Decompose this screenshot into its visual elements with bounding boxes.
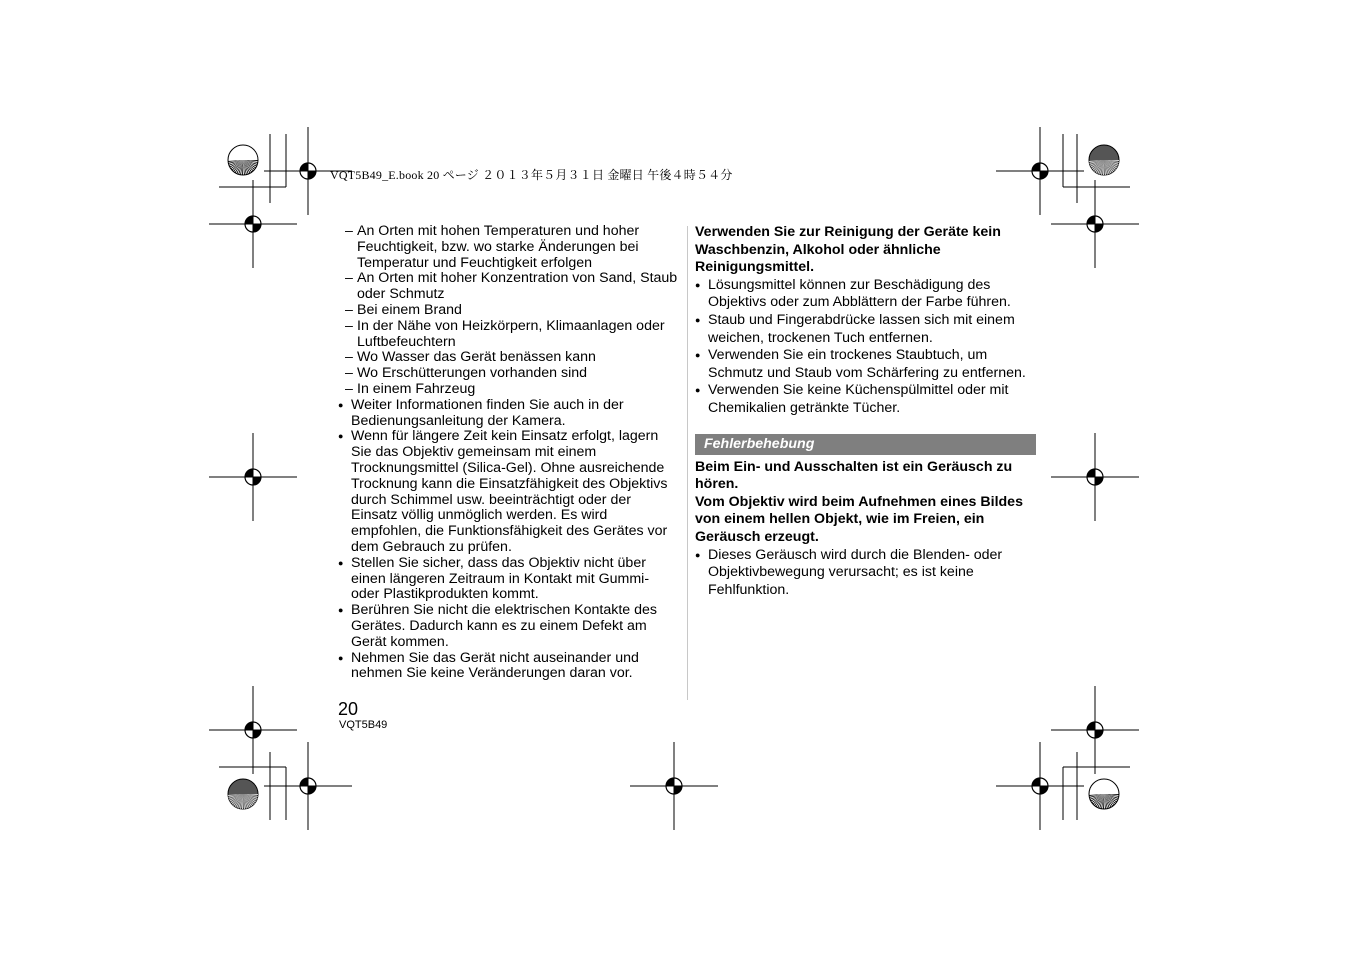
- registration-mark: [630, 742, 718, 830]
- bullet-item: ● Lösungsmittel können zur Beschädigung des Objektivs oder zum Abblättern der Farbe führen.: [695, 277, 1040, 312]
- registration-mark: [209, 180, 297, 268]
- dash-item: – Wo Erschütterungen vorhanden sind: [338, 366, 680, 382]
- star-target-mark: [228, 145, 258, 175]
- bullet-item: ● Stellen Sie sicher, dass das Objektiv nicht über einen längeren Zeitraum in Kontakt mit Gummi- oder Plastikprodukten kommt.: [338, 556, 680, 603]
- dash-item: – In einem Fahrzeug: [338, 382, 680, 398]
- bullet-item: ● Wenn für längere Zeit kein Einsatz erfolgt, lagern Sie das Objektiv gemeinsam mit einem Trocknungsmittel (Silica-Gel). Ohne ausreichende Trocknung kann die Einsatzfähigkeit des Objektivs durch Schimmel usw. beeinträchtigt oder der Einsatz völlig unmöglich werden. Es wird empfohlen, die Funktionsfähigkeit des Gerätes vor dem Gebrauch zu prüfen.: [338, 429, 680, 555]
- print-header: VQT5B49_E.book 20 ページ ２０１３年５月３１日 金曜日 午後４時５４分: [330, 168, 733, 182]
- trouble-heading: Beim Ein- und Ausschalten ist ein Geräusch zu hören.: [695, 458, 1013, 493]
- registration-mark: [209, 686, 297, 774]
- registration-mark: [996, 742, 1084, 830]
- dash-item: – In der Nähe von Heizkörpern, Klimaanlagen oder Luftbefeuchtern: [338, 319, 680, 351]
- registration-mark: [1051, 433, 1139, 521]
- bullet-item: ● Verwenden Sie ein trockenes Staubtuch, um Schmutz und Staub vom Schärfering zu entfernen.: [695, 347, 1040, 382]
- left-column: [338, 224, 680, 682]
- star-target-mark: [1089, 145, 1119, 175]
- column-divider: [687, 226, 688, 700]
- bullet-item: ● Dieses Geräusch wird durch die Blenden- oder Objektivbewegung verursacht; es ist keine Fehlfunktion.: [695, 547, 1040, 600]
- bullet-item: ● Berühren Sie nicht die elektrischen Kontakte des Gerätes. Dadurch kann es zu einem Defekt am Gerät kommen.: [338, 603, 680, 650]
- registration-mark: [209, 433, 297, 521]
- dash-item: – Wo Wasser das Gerät benässen kann: [338, 350, 680, 366]
- dash-item: – An Orten mit hohen Temperaturen und hoher Feuchtigkeit, bzw. wo starke Änderungen bei Temperatur und Feuchtigkeit erfolgen: [338, 224, 680, 271]
- bullet-item: ● Weiter Informationen finden Sie auch in der Bedienungsanleitung der Kamera.: [338, 398, 680, 430]
- registration-mark: [264, 742, 352, 830]
- registration-mark: [996, 127, 1084, 215]
- registration-mark: [1051, 180, 1139, 268]
- model-code: VQT5B49: [339, 719, 388, 731]
- right-column: [695, 224, 1040, 599]
- star-target-mark: [228, 779, 258, 809]
- cleaning-heading: Verwenden Sie zur Reinigung der Geräte kein Waschbenzin, Alkohol oder ähnliche Reinigungsmittel.: [695, 224, 1001, 276]
- page-number: 20: [338, 699, 359, 719]
- section-title-bar: Fehlerbehebung: [695, 434, 1036, 455]
- star-target-mark: [1089, 779, 1119, 809]
- bullet-item: ● Verwenden Sie keine Küchenspülmittel oder mit Chemikalien getränkte Tücher.: [695, 382, 1040, 417]
- bullet-item: ● Staub und Fingerabdrücke lassen sich mit einem weichen, trockenen Tuch entfernen.: [695, 312, 1040, 347]
- registration-mark: [1051, 686, 1139, 774]
- bullet-item: ● Nehmen Sie das Gerät nicht auseinander und nehmen Sie keine Veränderungen daran vor.: [338, 651, 680, 683]
- trouble-heading: Vom Objektiv wird beim Aufnehmen eines Bildes von einem hellen Objekt, wie im Freien, ein Geräusch erzeugt.: [695, 493, 1023, 545]
- dash-item: – Bei einem Brand: [338, 303, 680, 319]
- dash-item: – An Orten mit hoher Konzentration von Sand, Staub oder Schmutz: [338, 271, 680, 303]
